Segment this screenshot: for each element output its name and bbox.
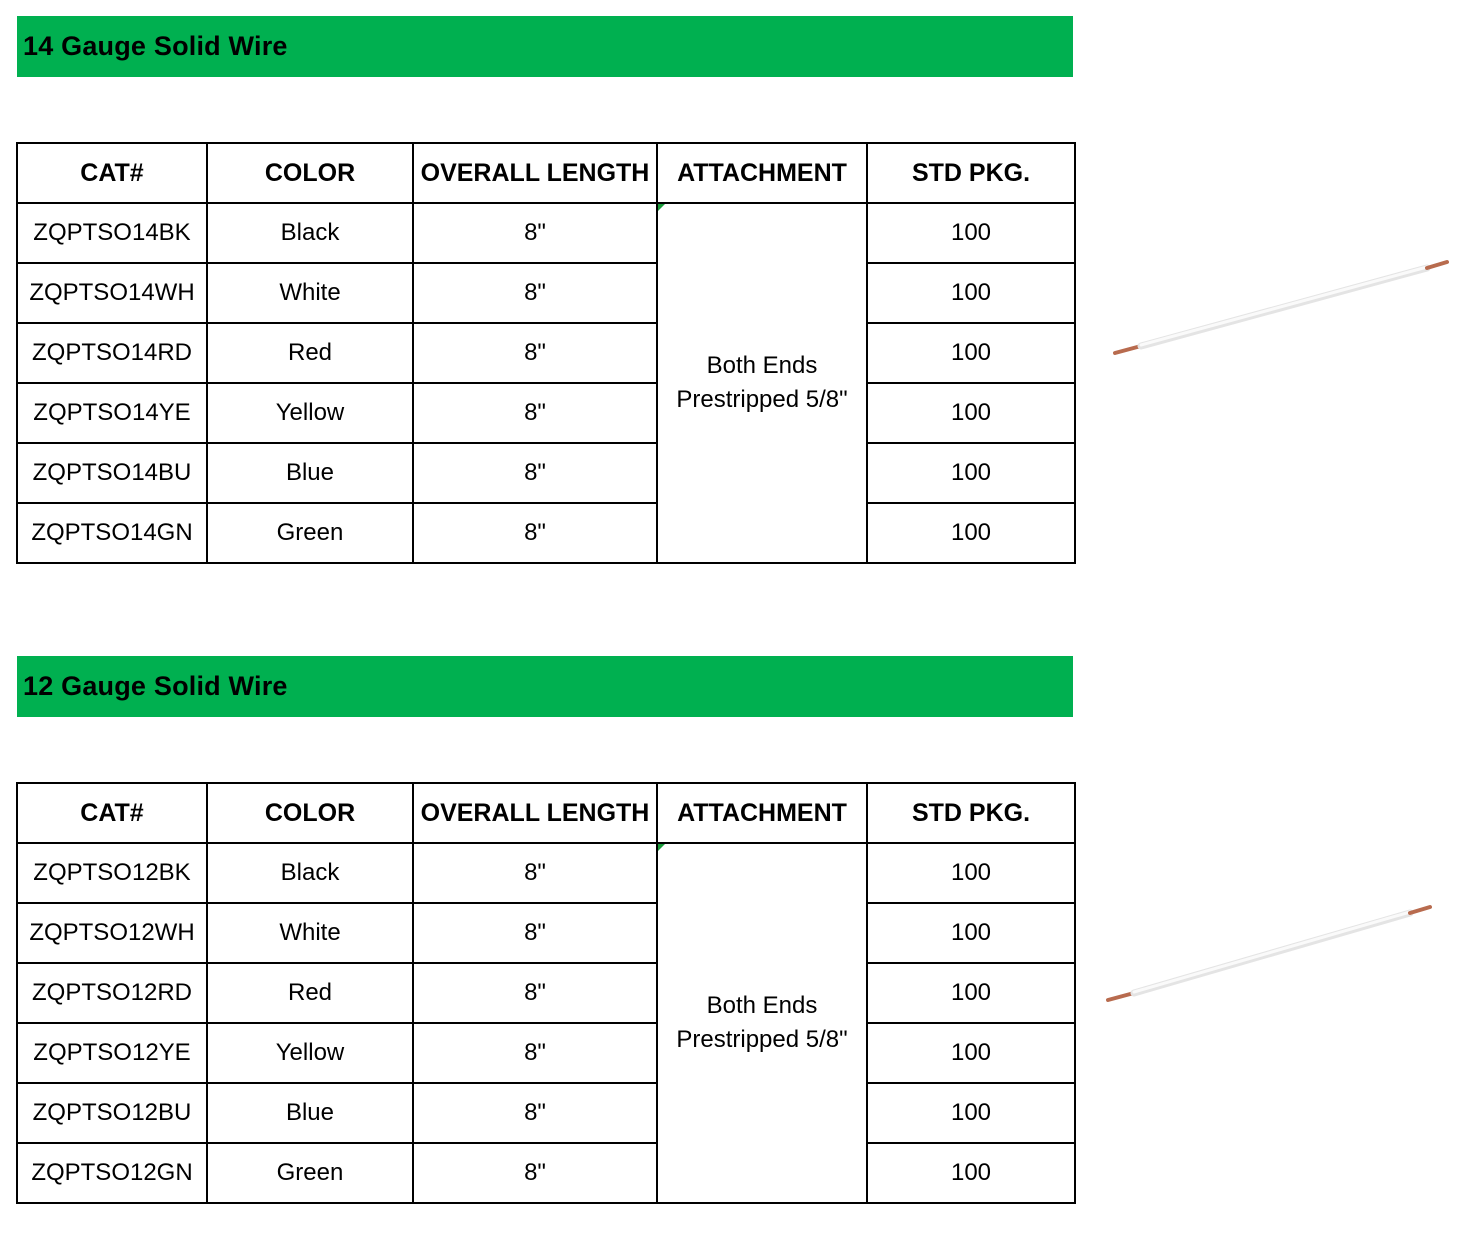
cell-pkg: 100 (867, 263, 1075, 323)
cell-length: 8" (413, 503, 657, 563)
cell-cat: ZQPTSO14BK (17, 203, 207, 263)
header-std-pkg: STD PKG. (867, 783, 1075, 843)
header-cat: CAT# (17, 143, 207, 203)
table-row (17, 1143, 1075, 1203)
header-overall-length: OVERALL LENGTH (413, 143, 657, 203)
cell-color: Yellow (207, 1023, 413, 1083)
section-title-12-gauge (17, 656, 1073, 717)
cell-length: 8" (413, 903, 657, 963)
header-overall-length: OVERALL LENGTH (413, 783, 657, 843)
table-row (17, 263, 1075, 323)
cell-color: Blue (207, 443, 413, 503)
table-row (17, 383, 1075, 443)
cell-length: 8" (413, 1143, 657, 1203)
spec-table-14-gauge (16, 142, 1076, 564)
table-row (17, 1023, 1075, 1083)
attachment-line-1: Both Ends (706, 352, 818, 379)
cell-pkg: 100 (867, 843, 1075, 903)
cell-pkg: 100 (867, 1143, 1075, 1203)
attachment-line-2: Prestripped 5/8" (676, 1026, 848, 1053)
cell-pkg: 100 (867, 1083, 1075, 1143)
cell-cat: ZQPTSO12GN (17, 1143, 207, 1203)
cell-color: Green (207, 1143, 413, 1203)
cell-color: Yellow (207, 383, 413, 443)
cell-pkg: 100 (867, 443, 1075, 503)
cell-length: 8" (413, 843, 657, 903)
cell-pkg: 100 (867, 383, 1075, 443)
cell-cat: ZQPTSO14RD (17, 323, 207, 383)
cell-attachment (657, 843, 867, 1203)
header-attachment: ATTACHMENT (657, 143, 867, 203)
header-color: COLOR (207, 143, 413, 203)
cell-color: Blue (207, 1083, 413, 1143)
cell-cat: ZQPTSO14GN (17, 503, 207, 563)
cell-color: Black (207, 843, 413, 903)
cell-cat: ZQPTSO14YE (17, 383, 207, 443)
table-row (17, 503, 1075, 563)
cell-cat: ZQPTSO14BU (17, 443, 207, 503)
header-color: COLOR (207, 783, 413, 843)
cell-color: White (207, 263, 413, 323)
table-header-row (17, 783, 1075, 843)
cell-length: 8" (413, 383, 657, 443)
cell-length: 8" (413, 963, 657, 1023)
section-title-text: 14 Gauge Solid Wire (23, 31, 288, 61)
section-title-14-gauge (17, 16, 1073, 77)
attachment-line-1: Both Ends (706, 992, 818, 1019)
cell-cat: ZQPTSO12BK (17, 843, 207, 903)
table-row (17, 203, 1075, 263)
header-attachment: ATTACHMENT (657, 783, 867, 843)
cell-pkg: 100 (867, 203, 1075, 263)
spec-table-12-gauge (16, 782, 1076, 1204)
cell-color: Black (207, 203, 413, 263)
cell-pkg: 100 (867, 323, 1075, 383)
cell-length: 8" (413, 1083, 657, 1143)
stripped-wire-icon (1105, 250, 1455, 365)
table-row (17, 903, 1075, 963)
cell-cat: ZQPTSO14WH (17, 263, 207, 323)
cell-color: Red (207, 963, 413, 1023)
cell-length: 8" (413, 443, 657, 503)
header-std-pkg: STD PKG. (867, 143, 1075, 203)
cell-cat: ZQPTSO12BU (17, 1083, 207, 1143)
section-title-text: 12 Gauge Solid Wire (23, 671, 288, 701)
cell-cat: ZQPTSO12WH (17, 903, 207, 963)
cell-color: Red (207, 323, 413, 383)
attachment-line-2: Prestripped 5/8" (676, 386, 848, 413)
cell-length: 8" (413, 323, 657, 383)
cell-length: 8" (413, 203, 657, 263)
cell-attachment (657, 203, 867, 563)
cell-pkg: 100 (867, 1023, 1075, 1083)
cell-pkg: 100 (867, 903, 1075, 963)
cell-color: Green (207, 503, 413, 563)
table-row (17, 443, 1075, 503)
cell-pkg: 100 (867, 503, 1075, 563)
table-row (17, 963, 1075, 1023)
stripped-wire-icon (1098, 895, 1443, 1010)
cell-color: White (207, 903, 413, 963)
cell-cat: ZQPTSO12YE (17, 1023, 207, 1083)
table-row (17, 843, 1075, 903)
table-row (17, 323, 1075, 383)
cell-length: 8" (413, 1023, 657, 1083)
cell-length: 8" (413, 263, 657, 323)
cell-pkg: 100 (867, 963, 1075, 1023)
cell-cat: ZQPTSO12RD (17, 963, 207, 1023)
table-header-row (17, 143, 1075, 203)
header-cat: CAT# (17, 783, 207, 843)
table-row (17, 1083, 1075, 1143)
